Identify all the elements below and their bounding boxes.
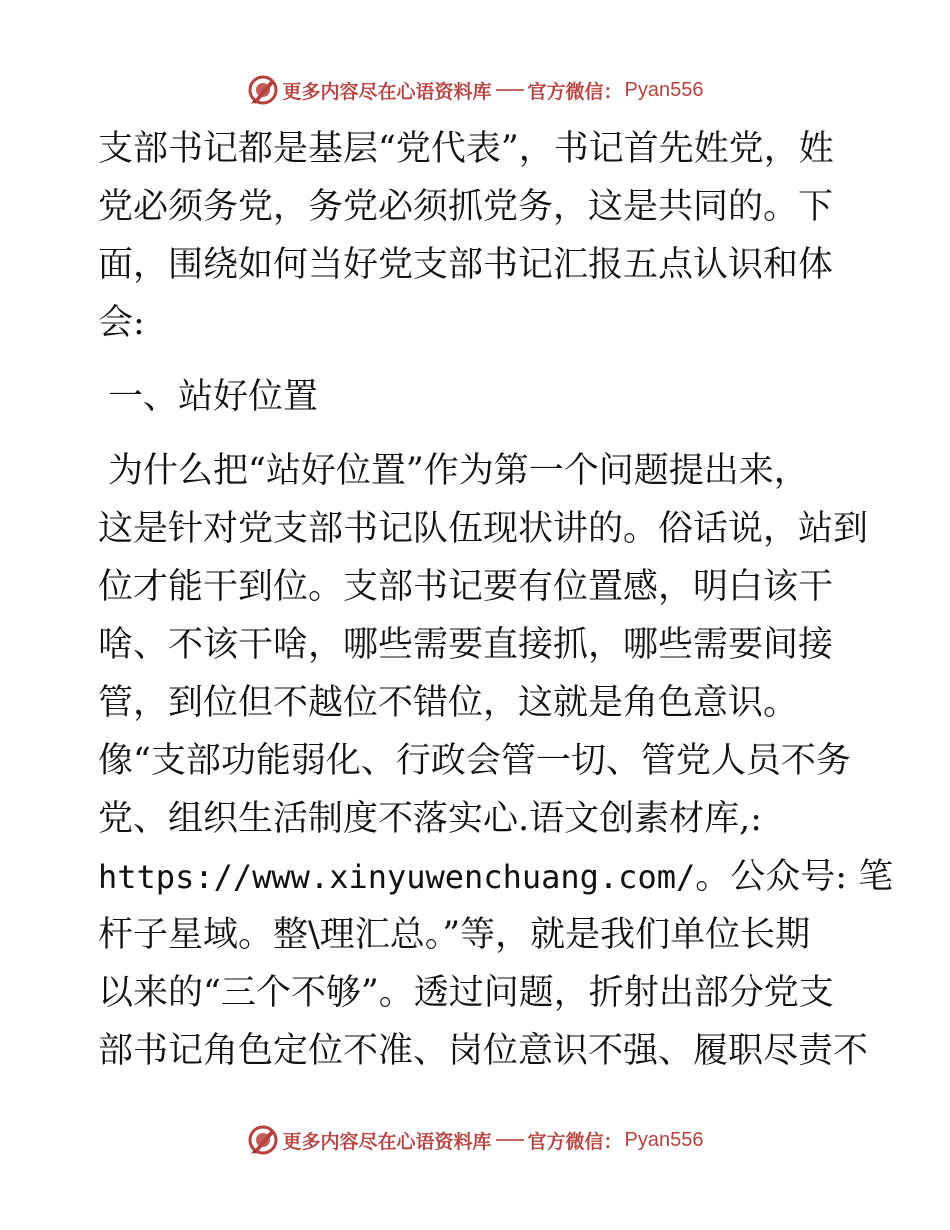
header-brand-text: 更多内容尽在心语资料库 [282, 80, 492, 103]
text-fragment: 。公众号: 笔 [695, 857, 894, 897]
document-body [98, 120, 894, 1080]
text-line: 像“支部功能弱化、行政会管一切、管党人员不务 [98, 741, 851, 781]
text-line: 这是针对党支部书记队伍现状讲的。俗话说，站到 [98, 509, 869, 549]
text-line: 支部书记都是基层“党代表”，书记首先姓党，姓 [98, 129, 834, 169]
header-watermark [0, 70, 950, 110]
text-line: 杆子星域。整\理汇总。”等，就是我们单位长期 [98, 915, 811, 955]
pen-logo-icon [247, 74, 279, 106]
header-wechat-label: 官方微信： [527, 80, 623, 103]
text-line: 以来的“三个不够”。透过问题，折射出部分党支 [98, 973, 834, 1013]
pen-logo-icon [247, 1124, 279, 1156]
text-line: 位才能干到位。支部书记要有位置感，明白该干 [98, 567, 834, 607]
footer-dash [496, 1139, 524, 1141]
text-line: 党必须务党，务党必须抓党务，这是共同的。下 [98, 187, 834, 227]
paragraph-2 [98, 442, 869, 732]
text-line: 会: [98, 303, 145, 343]
text-line: 为什么把“站好位置”作为第一个问题提出来， [108, 451, 809, 491]
website-url: https://www.xinyuwenchuang.com/ [98, 858, 696, 896]
footer-wechat-label: 官方微信： [527, 1130, 623, 1153]
footer-watermark [0, 1120, 950, 1160]
text-line: 管，到位但不越位不错位，这就是角色意识。 [98, 683, 799, 723]
paragraph-3 [98, 732, 894, 1080]
paragraph-1 [98, 120, 858, 352]
header-dash [496, 89, 524, 91]
header-wechat-id: Pyan556 [624, 78, 704, 101]
text-line-url [98, 848, 894, 906]
text-line: 面，围绕如何当好党支部书记汇报五点认识和体 [98, 245, 834, 285]
footer-brand-text: 更多内容尽在心语资料库 [282, 1130, 492, 1153]
text-line: 部书记角色定位不准、岗位意识不强、履职尽责不 [98, 1031, 869, 1071]
footer-wechat-id: Pyan556 [624, 1128, 704, 1151]
section-heading: 一、站好位置 [108, 377, 319, 417]
text-line: 啥、不该干啥，哪些需要直接抓，哪些需要间接 [98, 625, 834, 665]
text-line: 党、组织生活制度不落实心.语文创素材库,: [98, 799, 763, 839]
